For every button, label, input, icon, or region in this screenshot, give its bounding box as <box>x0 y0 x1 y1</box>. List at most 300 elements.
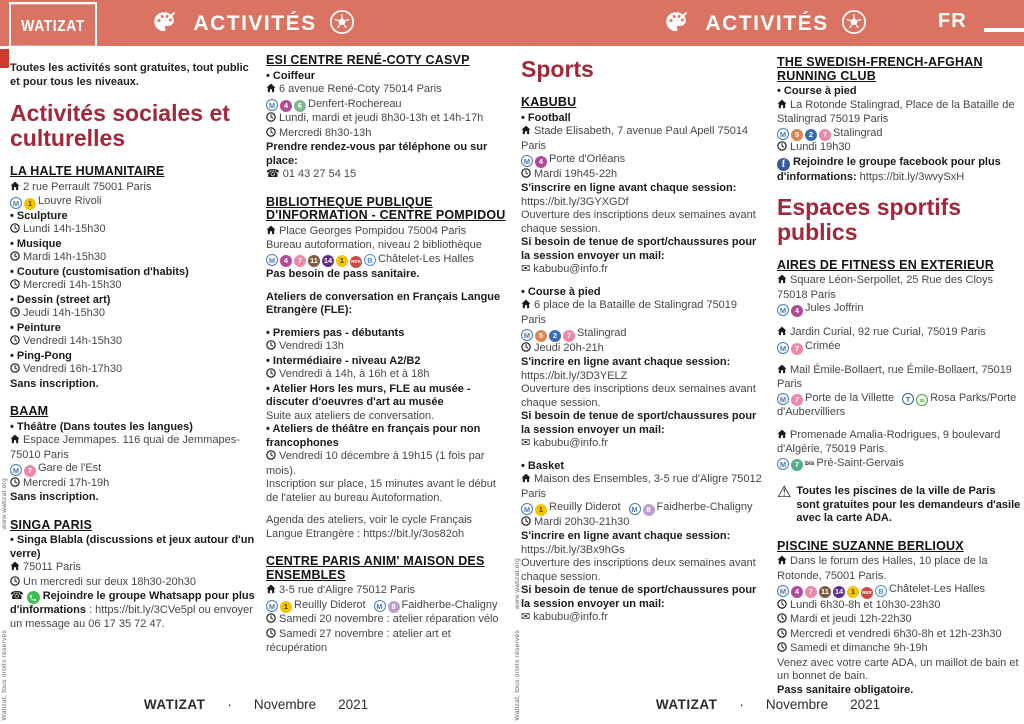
activity-name: • Ateliers de théâtre en français pour non francophones <box>266 423 481 449</box>
note-text: S'inscrire en ligne avant chaque session: <box>521 182 737 194</box>
schedule-line <box>10 251 256 266</box>
schedule-line <box>266 127 511 142</box>
email-line <box>521 263 765 277</box>
schedule-text: Lundi, mardi et jeudi 8h30-13h et 14h-17h <box>279 112 484 124</box>
line-8-badge: 8 <box>643 504 655 516</box>
address-line <box>521 473 765 501</box>
address-text: Dans le forum des Halles, 10 place de la Rotonde, 75001 Paris. <box>777 555 988 582</box>
activity-bullet <box>10 322 256 336</box>
schedule-text: Vendredi 16h-17h30 <box>23 363 123 375</box>
page-title: ACTIVITÉS <box>193 12 317 35</box>
note-line <box>266 239 511 253</box>
activity-block <box>266 196 511 542</box>
activity-bullet <box>266 423 511 450</box>
activity-name: • Théâtre (Dans toutes les langues) <box>10 420 193 433</box>
line-7-badge: 7 <box>819 129 831 141</box>
clock-icon <box>266 450 276 465</box>
email-address: kabubu@info.fr <box>533 611 608 623</box>
note-bold-line <box>521 356 765 370</box>
note-text: Venez avec votre carte ADA, un maillot de bain et un bonnet de bain. <box>777 656 1019 683</box>
station-name: Jules Joffrin <box>805 302 864 315</box>
address-text: Maison des Ensembles, 3-5 rue d'Aligre 75012 Paris <box>521 473 762 500</box>
note-bold-line <box>521 236 765 263</box>
schedule-text: Jeudi 20h-21h <box>534 341 604 354</box>
facebook-icon: f <box>777 158 790 171</box>
line-M-badge: M <box>266 99 278 111</box>
address-line <box>266 83 511 98</box>
address-text: Mail Émile-Bollaert, rue Émile-Bollaert, 75019 Paris <box>777 363 1012 391</box>
house-icon <box>777 99 787 114</box>
schedule-text: Samedi 20 novembre : atelier réparation vélo <box>279 613 499 625</box>
house-icon <box>521 473 531 488</box>
line-1-badge: 1 <box>336 255 348 267</box>
activity-name: • Dessin (street art) <box>10 293 111 306</box>
note-text: Suite aux ateliers de conversation. <box>266 409 435 422</box>
page-header-right <box>640 7 892 41</box>
metro-line <box>521 327 765 342</box>
block-title: ESI CENTRE RENÉ-COTY CASVP <box>266 53 470 67</box>
station-name: Pré-Saint-Gervais <box>816 456 904 469</box>
line-M-badge: M <box>521 329 533 341</box>
line-M-badge: M <box>629 503 641 515</box>
note-text: Si besoin de tenue de sport/chaussures pour la session envoyer un mail: <box>521 410 757 436</box>
schedule-text: Lundi 14h-15h30 <box>23 223 106 235</box>
note-bold-line <box>266 268 511 282</box>
house-icon <box>10 561 20 576</box>
note-text: https://bit.ly/3Bx9hGs <box>521 543 625 556</box>
activity-name: • Sculpture <box>10 209 68 222</box>
language-tag: FR <box>938 10 967 32</box>
line-T-badge: T <box>902 393 914 405</box>
column-3 <box>521 57 765 625</box>
activity-bullet <box>10 294 256 308</box>
house-icon <box>777 555 787 570</box>
line-RER-badge: RER <box>350 256 362 268</box>
metro-line <box>266 98 511 113</box>
line-1-badge: 1 <box>847 586 859 598</box>
schedule-line <box>521 516 765 531</box>
house-icon <box>266 83 276 98</box>
note-bold-line <box>521 410 765 437</box>
spacer <box>777 355 1021 364</box>
address-text: 6 place de la Bataille de Stalingrad 75019 Paris <box>521 299 738 326</box>
line-6-badge: 6 <box>294 100 306 112</box>
schedule-text: Mercredi 17h-19h <box>23 476 110 489</box>
activity-block <box>10 165 256 391</box>
note-text: Prendre rendez-vous par téléphone ou sur place: <box>266 141 488 167</box>
address-line <box>521 299 765 327</box>
block-title: CENTRE PARIS ANIM' MAISON DES ENSEMBLES <box>266 554 485 582</box>
activity-name: • Course à pied <box>777 85 857 97</box>
footer-year: 2021 <box>850 697 881 712</box>
footer-year: 2021 <box>338 697 369 712</box>
note-text: Sans inscription. <box>10 491 99 503</box>
warning-text <box>796 485 1021 526</box>
schedule-text: Samedi et dimanche 9h-19h <box>790 642 928 655</box>
activity-block <box>777 56 1021 185</box>
intro-note: Toutes les activités sont gratuites, tout public et pour tous les niveaux. <box>10 62 249 88</box>
line-B-badge: B <box>875 585 887 597</box>
address-text: Promenade Amalia-Rodrigues, 9 boulevard d'Algérie, 75019 Paris. <box>777 428 1001 456</box>
schedule-line <box>266 613 511 628</box>
station-name: Denfert-Rochereau <box>308 97 402 110</box>
house-icon <box>777 326 787 341</box>
side-copyright: Watizat, tous droits réservés <box>1 630 8 721</box>
spacer <box>777 317 1021 326</box>
schedule-line <box>777 141 1021 156</box>
line-M-badge: M <box>777 304 789 316</box>
activity-bullet <box>10 421 256 435</box>
schedule-text: Mercredi 8h30-13h <box>279 126 372 139</box>
line-M-badge: M <box>10 197 22 209</box>
email-address: kabubu@info.fr <box>533 437 608 449</box>
station-name: Reuilly Diderot <box>294 598 366 611</box>
line-M-badge: M <box>374 600 386 612</box>
palette-brush-icon <box>662 9 690 40</box>
activity-bullet <box>777 85 1021 99</box>
watizat-logo <box>9 2 97 48</box>
spacer <box>521 451 765 460</box>
metro-line <box>10 195 256 210</box>
station-name: Porte d'Orléans <box>549 153 626 165</box>
activity-block <box>266 555 511 656</box>
section-heading: Espaces sportifs publics <box>777 193 962 245</box>
line-7-badge: 7 <box>563 330 575 342</box>
activity-name: • Peinture <box>10 321 61 334</box>
activity-bullet <box>521 460 765 474</box>
metro-line <box>777 392 1021 420</box>
address-line <box>266 225 511 240</box>
line-14-badge: 14 <box>323 256 333 265</box>
side-url: www.watizat.org <box>514 558 521 610</box>
address-text: 75011 Paris <box>23 561 81 573</box>
footer-month: Novembre <box>253 697 317 712</box>
activity-name: • Basket <box>521 459 564 472</box>
note-bold-line <box>266 291 511 318</box>
note-text: Pas besoin de pass sanitaire. <box>266 268 420 280</box>
schedule-line <box>521 168 765 183</box>
metro-line <box>266 253 511 269</box>
spacer <box>777 420 1021 429</box>
house-icon <box>777 429 787 444</box>
line-7-badge: 7 <box>805 586 817 598</box>
email-icon: ✉ <box>521 611 531 623</box>
activity-name: • Couture (customisation d'habits) <box>10 265 189 278</box>
line-RER-badge: RER <box>861 587 873 599</box>
station-name: Gare de l'Est <box>38 462 102 474</box>
block-title: BAAM <box>10 404 49 418</box>
address-line <box>777 555 1021 583</box>
line-1-badge: 1 <box>24 198 36 210</box>
note-bold-line <box>266 141 511 168</box>
text-run: : https://bit.ly/3CVe5pl ou envoyer un message au 06 17 35 72 47. <box>10 604 253 630</box>
address-line <box>10 181 256 196</box>
line-M-badge: M <box>777 585 789 597</box>
activity-block <box>266 54 511 182</box>
section-heading: Sports <box>521 56 594 82</box>
line-5-badge: 5 <box>535 330 547 342</box>
note-bold-line <box>521 182 765 196</box>
clock-icon <box>266 613 276 628</box>
address-text: 3-5 rue d'Aligre 75012 Paris <box>279 584 416 596</box>
line-M-badge: M <box>521 155 533 167</box>
schedule-text: Vendredi à 14h, à 16h et à 18h <box>279 368 430 380</box>
email-line <box>521 437 765 451</box>
schedule-text: Mardi 20h30-21h30 <box>534 515 630 528</box>
station-name: Porte de la Villette <box>805 391 895 404</box>
schedule-line <box>777 613 1021 628</box>
house-icon <box>10 181 20 196</box>
address-text: Square Léon-Serpollet, 25 Rue des Cloys 75018 Paris <box>777 274 994 301</box>
line-2-badge: 2 <box>549 330 561 342</box>
schedule-line <box>10 223 256 238</box>
text-run: https://bit.ly/3wvySxH <box>856 171 965 184</box>
spacer <box>266 282 511 291</box>
email-icon: ✉ <box>521 263 531 275</box>
footer-separator: · <box>227 697 232 712</box>
clock-icon <box>777 642 787 657</box>
schedule-line <box>777 642 1021 657</box>
schedule-line <box>266 368 511 383</box>
activity-bullet <box>266 383 511 410</box>
block-title: THE SWEDISH-FRENCH-AFGHAN RUNNING CLUB <box>777 55 983 83</box>
line-4-badge: 4 <box>280 255 292 267</box>
activity-block <box>777 259 1021 472</box>
line-14-badge: 14 <box>834 586 844 596</box>
clock-icon <box>10 223 20 238</box>
address-line <box>10 434 256 462</box>
note-bold-line <box>10 491 256 505</box>
clock-icon <box>777 613 787 628</box>
address-text: 2 rue Perrault 75001 Paris <box>23 180 152 193</box>
note-line <box>521 370 765 384</box>
activity-block <box>10 519 256 632</box>
station-name: Faidherbe-Chaligny <box>656 501 753 513</box>
note-text: Ouverture des inscriptions deux semaines avant chaque session. <box>521 383 756 409</box>
activity-name: • Intermédiaire - niveau A2/B2 <box>266 354 421 367</box>
soccer-ball-icon <box>841 9 867 40</box>
activity-block <box>777 540 1021 698</box>
spacer <box>266 505 511 514</box>
activity-name: • Atelier Hors les murs, FLE au musée - discuter d'oeuvres d'art au musée <box>266 382 471 408</box>
clock-icon <box>266 340 276 355</box>
note-text: Si besoin de tenue de sport/chaussures pour la session envoyer un mail: <box>521 236 757 262</box>
block-title: LA HALTE HUMANITAIRE <box>10 164 165 178</box>
schedule-text: Vendredi 14h-15h30 <box>23 335 123 347</box>
metro-line <box>777 457 1021 472</box>
activity-block <box>521 96 765 625</box>
address-text: Jardin Curial, 92 rue Curial, 75019 Paris <box>790 325 986 338</box>
activity-bullet <box>10 534 256 561</box>
schedule-text: Mercredi 14h-15h30 <box>23 279 122 291</box>
contact-line <box>777 156 1021 185</box>
note-line <box>521 544 765 558</box>
address-text: 6 avenue René-Coty 75014 Paris <box>279 83 442 95</box>
spacer <box>266 318 511 327</box>
line-M-badge: M <box>266 254 278 266</box>
metro-line <box>777 302 1021 317</box>
address-line <box>266 584 511 599</box>
note-text: Pass sanitaire obligatoire. <box>777 683 914 696</box>
activity-name: • Ping-Pong <box>10 349 72 362</box>
note-text: Ouverture des inscriptions deux semaines avant chaque session. <box>521 557 756 583</box>
activity-bullet <box>266 70 511 84</box>
line-M-badge: M <box>777 393 789 405</box>
line-1-badge: 1 <box>280 601 292 613</box>
side-url: www.watizat.org <box>1 478 8 530</box>
clock-icon <box>266 112 276 127</box>
note-text: https://bit.ly/3GYXGDf <box>521 195 629 208</box>
house-icon <box>266 225 276 240</box>
clock-icon <box>10 335 20 350</box>
activity-name: • Singa Blabla (discussions et jeux autour d'un verre) <box>10 534 255 560</box>
note-text: S'incrire en ligne avant chaque session: <box>521 356 731 368</box>
email-address: kabubu@info.fr <box>533 263 608 275</box>
schedule-line <box>10 363 256 378</box>
footer-separator: · <box>739 697 744 712</box>
clock-icon <box>10 307 20 322</box>
column-1 <box>10 62 256 631</box>
page-title: ACTIVITÉS <box>705 12 829 35</box>
note-line <box>266 478 511 505</box>
note-line <box>521 383 765 410</box>
schedule-text: Vendredi 10 décembre à 19h15 (1 fois par mois). <box>266 450 485 477</box>
address-line <box>777 99 1021 127</box>
line-M-badge: M <box>777 342 789 354</box>
footer-right <box>512 697 1024 712</box>
side-copyright: Watizat, tous droits réservés <box>514 630 521 721</box>
schedule-line <box>266 340 511 355</box>
metro-line <box>266 599 511 614</box>
line-7-badge: 7 <box>791 343 803 355</box>
line-4-badge: 4 <box>791 305 803 317</box>
note-line <box>266 514 511 541</box>
note-text: https://bit.ly/3D3YELZ <box>521 369 628 382</box>
activity-bullet <box>10 350 256 364</box>
schedule-text: Mardi 14h-15h30 <box>23 251 107 263</box>
line-7-badge: 7 <box>791 394 803 406</box>
bleed-mark <box>0 49 9 68</box>
footer-brand: WATIZAT <box>143 697 206 712</box>
schedule-text: Un mercredi sur deux 18h30-20h30 <box>23 575 197 588</box>
activity-name: • Premiers pas - débutants <box>266 326 405 339</box>
station-name: Faidherbe-Chaligny <box>401 598 498 611</box>
phone-icon: ☎ <box>10 590 24 602</box>
clock-icon <box>266 368 276 383</box>
schedule-text: Mercredi et vendredi 6h30-8h et 12h-23h30 <box>790 627 1002 640</box>
line-M-badge: M <box>266 600 278 612</box>
phone-number: 01 43 27 54 15 <box>282 168 357 180</box>
line-B-badge: B <box>364 254 376 266</box>
schedule-line <box>777 628 1021 643</box>
line-8-badge: 8 <box>388 601 400 613</box>
schedule-line <box>521 342 765 357</box>
column-4 <box>777 56 1021 697</box>
activity-bullet <box>10 266 256 280</box>
address-text: Stade Elisabeth, 7 avenue Paul Apell 75014 Paris <box>521 125 749 152</box>
clock-icon <box>10 576 20 591</box>
watizat-logo-text: WATIZAT <box>21 15 85 35</box>
activity-bullet <box>266 355 511 369</box>
house-icon <box>266 584 276 599</box>
line-7-badge: 7 <box>294 255 306 267</box>
schedule-text: Vendredi 13h <box>279 340 344 352</box>
address-line <box>777 326 1021 341</box>
line-2-badge: 2 <box>805 129 817 141</box>
metro-line <box>777 583 1021 599</box>
note-text: S'incrire en ligne avant chaque session: <box>521 530 731 542</box>
line-M-badge: M <box>777 128 789 140</box>
whatsapp-icon <box>27 591 40 604</box>
line-M-badge: M <box>521 503 533 515</box>
footer-month: Novembre <box>765 697 829 712</box>
clock-icon <box>10 279 20 294</box>
address-text: Espace Jemmapes. 116 quai de Jemmapes- 75010 Paris <box>10 434 240 461</box>
schedule-line <box>266 450 511 478</box>
email-icon: ✉ <box>521 437 531 449</box>
block-title: BIBLIOTHEQUE PUBLIQUE D'INFORMATION - CENTRE POMPIDOU <box>266 194 506 222</box>
address-line <box>10 561 256 576</box>
note-bold-line <box>10 378 256 392</box>
clock-icon <box>266 628 276 643</box>
clock-icon <box>521 168 531 183</box>
note-text: Ateliers de conversation en Français Langue Etrangère (FLE): <box>266 290 501 316</box>
clock-icon <box>521 342 531 357</box>
line-11-badge: 11 <box>308 255 320 267</box>
text-run: Rejoindre le groupe Whatsapp pour plus d'informations <box>10 590 255 616</box>
page-header-left <box>128 7 380 41</box>
phone-line <box>266 168 511 182</box>
metro-line <box>777 127 1021 142</box>
address-text: Place Georges Pompidou 75004 Paris <box>279 224 467 237</box>
line-7-badge: 7 <box>24 465 36 477</box>
station-name: Châtelet-Les Halles <box>378 252 474 265</box>
address-line <box>521 125 765 153</box>
language-tag-dash <box>984 28 1024 32</box>
station-name: Châtelet-Les Halles <box>889 583 985 596</box>
clock-icon <box>10 363 20 378</box>
schedule-text: Lundi 6h30-8h et 10h30-23h30 <box>790 598 941 611</box>
block-title: AIRES DE FITNESS EN EXTERIEUR <box>777 257 994 272</box>
address-line <box>777 364 1021 392</box>
schedule-line <box>10 335 256 350</box>
footer-brand: WATIZAT <box>655 697 718 712</box>
metro-line <box>10 462 256 477</box>
address-line <box>777 429 1021 457</box>
section-heading: Activités sociales et culturelles <box>10 100 230 151</box>
note-line <box>521 196 765 210</box>
activity-bullet <box>10 210 256 224</box>
schedule-text: Samedi 27 novembre : atelier art et récupération <box>266 627 451 654</box>
email-line <box>521 611 765 625</box>
line-4-badge: 4 <box>791 586 803 598</box>
line-4-badge: 4 <box>535 156 547 168</box>
line-4-badge: 4 <box>280 100 292 112</box>
block-title: KABUBU <box>521 95 577 109</box>
station-name: Stalingrad <box>833 126 883 139</box>
line-M-badge: M <box>777 458 789 470</box>
note-bold-line <box>521 584 765 611</box>
note-text: Agenda des ateliers, voir le cycle Français Langue Etrangère : https://bit.ly/3os82oh <box>266 514 473 540</box>
clock-icon <box>777 628 787 643</box>
note-line <box>266 410 511 424</box>
line-M-badge: M <box>10 464 22 476</box>
schedule-line <box>10 477 256 492</box>
house-icon <box>777 364 787 379</box>
warning-note <box>777 485 1021 526</box>
footer-left <box>0 697 512 712</box>
clock-icon <box>777 141 787 156</box>
